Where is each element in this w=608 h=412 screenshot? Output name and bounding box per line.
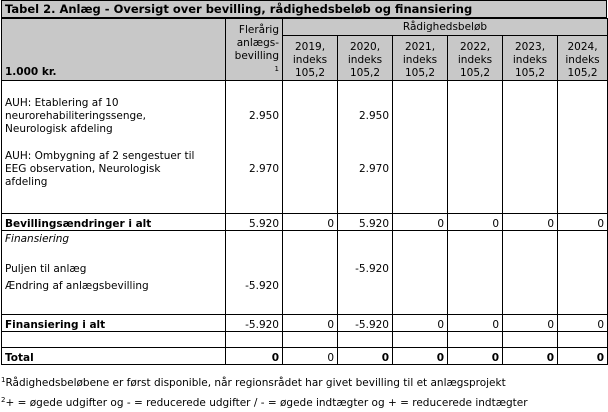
footnotes (1, 372, 528, 412)
footnote-ref: 1 (274, 65, 279, 73)
group-header: Rådighedsbeløb (283, 19, 608, 36)
grant-value: 2.950 (248, 110, 279, 122)
cell: 0 (226, 348, 283, 365)
cell: 0 (558, 348, 608, 365)
cell: 0 (503, 214, 558, 231)
cell: 0 (283, 214, 338, 231)
grant-header-line: Flerårig (238, 24, 279, 36)
value-2020: 2.950 (358, 110, 389, 122)
cell (503, 231, 558, 315)
pool-label: Puljen til anlæg (5, 263, 87, 275)
total-row (2, 348, 608, 365)
project-label: AUH: Etablering af 10 neurorehabiliteringssenge, Neurologisk afdeling (5, 97, 146, 135)
grant-value: 2.970 (248, 163, 279, 175)
cell: 5.920 (226, 214, 283, 231)
cell: 0 (393, 214, 448, 231)
total-label: Total (2, 348, 226, 365)
spacer-row (2, 332, 608, 348)
cell: 0 (503, 348, 558, 365)
footnote (1, 372, 528, 392)
cell: 0 (448, 348, 503, 365)
project-label: AUH: Ombygning af 2 sengestuer til EEG observation, Neurologisk afdeling (5, 150, 195, 188)
year-header: 2024, indeks 105,2 (558, 36, 608, 81)
financing-grant (226, 231, 283, 315)
cell (283, 231, 338, 315)
change-label: Ændring af anlægsbevilling (5, 280, 149, 292)
financing-total-label: Finansiering i alt (2, 315, 226, 332)
grant-column-header (226, 19, 283, 81)
cell (503, 332, 558, 348)
cell (393, 81, 448, 214)
cell (283, 332, 338, 348)
year-header: 2021, indeks 105,2 (393, 36, 448, 81)
cell (448, 81, 503, 214)
grant-header-line: bevilling (234, 50, 279, 62)
value-2020: 2.970 (358, 163, 389, 175)
footnote-ref: 2 (1, 396, 6, 404)
year-header: 2019, indeks 105,2 (283, 36, 338, 81)
year-header: 2020, indeks 105,2 (338, 36, 393, 81)
footnote (1, 392, 528, 412)
cell (393, 332, 448, 348)
unit-label: 1.000 kr. (2, 19, 226, 81)
cell (558, 81, 608, 214)
financing-2020 (338, 231, 393, 315)
cell: -5.920 (338, 315, 393, 332)
cell (226, 332, 283, 348)
cell: 0 (393, 315, 448, 332)
cell (448, 332, 503, 348)
budget-table (1, 18, 608, 365)
cell: -5.920 (226, 315, 283, 332)
year-header: 2023, indeks 105,2 (503, 36, 558, 81)
cell: 0 (283, 348, 338, 365)
cell: 0 (283, 315, 338, 332)
header-row-1 (2, 19, 608, 36)
cell: 0 (338, 348, 393, 365)
cell (558, 332, 608, 348)
cell (2, 332, 226, 348)
footnote-ref: 1 (1, 376, 6, 384)
year-header: 2022, indeks 105,2 (448, 36, 503, 81)
cell (448, 231, 503, 315)
cell (503, 81, 558, 214)
financing-row (2, 231, 608, 315)
footnote-text: Rådighedsbeløbene er først disponible, når regionsrådet har givet bevilling til et anlægsprojekt (5, 377, 506, 389)
value-2020: -5.920 (355, 263, 389, 275)
changes-total-row (2, 214, 608, 231)
financing-heading: Finansiering (5, 233, 70, 245)
cell: 5.920 (338, 214, 393, 231)
financing-total-row (2, 315, 608, 332)
changes-total-label: Bevillingsændringer i alt (2, 214, 226, 231)
project-labels (2, 81, 226, 214)
cell: 0 (448, 214, 503, 231)
table-title: Tabel 2. Anlæg - Oversigt over bevilling, rådighedsbeløb og finansiering (1, 0, 607, 18)
footnote-text: + = øgede udgifter og - = reducerede udgifter / - = øgede indtægter og + = reducerede indtægter (5, 397, 528, 409)
cell: 0 (558, 315, 608, 332)
cell (393, 231, 448, 315)
cell: 0 (393, 348, 448, 365)
grant-header-line: anlægs- (236, 37, 279, 49)
grant-value: -5.920 (245, 280, 279, 292)
cell (558, 231, 608, 315)
cell (283, 81, 338, 214)
project-2020 (338, 81, 393, 214)
cell: 0 (503, 315, 558, 332)
financing-labels (2, 231, 226, 315)
cell: 0 (448, 315, 503, 332)
cell (338, 332, 393, 348)
projects-row (2, 81, 608, 214)
project-grants (226, 81, 283, 214)
cell: 0 (558, 214, 608, 231)
